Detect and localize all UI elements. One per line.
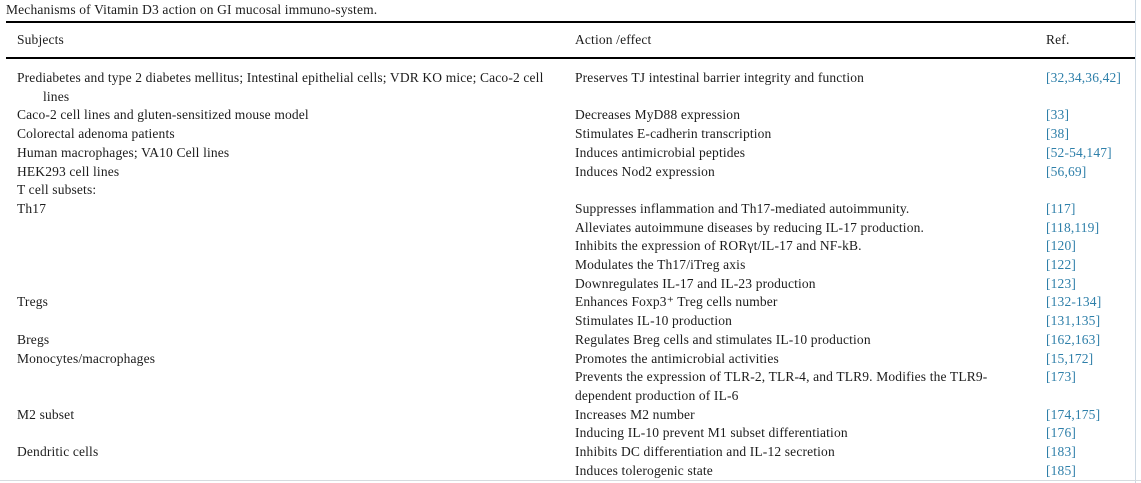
ref-citation-link[interactable]: [52-54,147] — [1046, 144, 1112, 160]
column-header-ref: Ref. — [1035, 22, 1136, 58]
table-row — [6, 219, 1136, 238]
ref-citation-link[interactable]: [15,172] — [1046, 350, 1094, 366]
subject-cell: Human macrophages; VA10 Cell lines — [17, 144, 230, 160]
ref-citation-link[interactable]: [118,119] — [1046, 219, 1100, 235]
table-row — [6, 368, 1136, 405]
ref-citation-link[interactable]: [38] — [1046, 126, 1070, 142]
ref-citation-link[interactable]: [117] — [1046, 200, 1076, 216]
subject-cell: Colorectal adenoma patients — [17, 126, 175, 142]
table-caption: Mechanisms of Vitamin D3 action on GI mucosal immuno-system. — [6, 2, 378, 17]
table-row — [6, 106, 1136, 125]
table-row — [6, 163, 1136, 182]
action-effect-cell: Inducing IL-10 prevent M1 subset differentiation — [575, 425, 848, 441]
action-effect-cell: Suppresses inflammation and Th17-mediated autoimmunity. — [575, 200, 910, 216]
action-effect-cell: Promotes the antimicrobial activities — [575, 350, 779, 366]
subject-cell — [6, 424, 564, 443]
table-row — [6, 256, 1136, 275]
table-row — [6, 462, 1136, 481]
action-effect-cell: Inhibits DC differentiation and IL-12 secretion — [575, 444, 835, 460]
ref-cell — [1035, 368, 1136, 405]
action-effect-cell: Prevents the expression of TLR-2, TLR-4, and TLR9. Modifies the TLR9-dependent production of IL-6 — [575, 369, 988, 403]
subject-cell: T cell subsets: — [17, 182, 97, 198]
ref-cell — [1035, 125, 1136, 144]
ref-cell — [1035, 275, 1136, 294]
table-body — [6, 58, 1136, 480]
action-effect-cell: Induces Nod2 expression — [575, 163, 715, 179]
table-row — [6, 331, 1136, 350]
action-effect-cell: Inhibits the expression of RORγt/IL-17 and NF-kB. — [575, 238, 862, 254]
ref-cell — [1035, 144, 1136, 163]
column-header-action-effect: Action /effect — [564, 22, 1035, 58]
ref-cell — [1035, 219, 1136, 238]
ref-cell — [1035, 293, 1136, 312]
action-effect-cell: Enhances Foxp3⁺ Treg cells number — [575, 294, 778, 310]
table-row — [6, 200, 1136, 219]
subject-cell — [6, 256, 564, 275]
mechanisms-table — [6, 21, 1136, 480]
subject-cell: Dendritic cells — [17, 444, 99, 460]
ref-cell — [1035, 163, 1136, 182]
ref-cell — [1035, 256, 1136, 275]
subject-cell — [6, 275, 564, 294]
action-effect-cell: Modulates the Th17/iTreg axis — [575, 257, 746, 273]
subject-cell: Prediabetes and type 2 diabetes mellitus; Intestinal epithelial cells; VDR KO mice; Caco-2 cell lines — [17, 70, 544, 104]
table-row — [6, 443, 1136, 462]
table-row — [6, 312, 1136, 331]
subject-cell — [6, 219, 564, 238]
column-header-subjects: Subjects — [6, 22, 564, 58]
subject-cell: Th17 — [17, 200, 47, 216]
subject-cell — [6, 462, 564, 481]
ref-citation-link[interactable]: [173] — [1046, 369, 1076, 385]
table-row — [6, 181, 1136, 200]
ref-citation-link[interactable]: [123] — [1046, 275, 1076, 291]
ref-citation-link[interactable]: [185] — [1046, 462, 1076, 478]
ref-cell — [1035, 200, 1136, 219]
ref-citation-link[interactable]: [33] — [1046, 107, 1070, 123]
header-row — [6, 22, 1136, 58]
ref-citation-link[interactable]: [32,34,36,42] — [1046, 70, 1122, 85]
action-effect-cell: Preserves TJ intestinal barrier integrity and function — [575, 70, 865, 85]
action-effect-cell: Downregulates IL-17 and IL-23 production — [575, 275, 816, 291]
ref-cell — [1035, 424, 1136, 443]
subject-cell: HEK293 cell lines — [17, 163, 120, 179]
page-edge-horizontal-divider — [0, 480, 1141, 481]
action-effect-cell: Induces antimicrobial peptides — [575, 144, 746, 160]
table-row — [6, 424, 1136, 443]
subject-cell — [6, 237, 564, 256]
table-row — [6, 406, 1136, 425]
table-row — [6, 58, 1136, 106]
ref-cell — [1035, 312, 1136, 331]
ref-citation-link[interactable]: [132-134] — [1046, 294, 1102, 310]
page-edge-vertical-divider — [1135, 0, 1136, 483]
subject-cell: Tregs — [17, 294, 49, 310]
action-effect-cell — [564, 181, 1035, 200]
ref-citation-link[interactable]: [131,135] — [1046, 313, 1101, 329]
subject-cell: Monocytes/macrophages — [17, 350, 156, 366]
subject-cell — [6, 368, 564, 405]
ref-citation-link[interactable]: [56,69] — [1046, 163, 1087, 179]
subject-cell: Caco-2 cell lines and gluten-sensitized mouse model — [17, 107, 309, 123]
ref-cell — [1035, 443, 1136, 462]
ref-cell — [1035, 331, 1136, 350]
table-row — [6, 275, 1136, 294]
subject-cell: M2 subset — [17, 406, 75, 422]
action-effect-cell: Induces tolerogenic state — [575, 462, 713, 478]
action-effect-cell: Stimulates IL-10 production — [575, 313, 733, 329]
ref-citation-link[interactable]: [174,175] — [1046, 406, 1101, 422]
action-effect-cell: Alleviates autoimmune diseases by reducing IL-17 production. — [575, 219, 925, 235]
ref-citation-link[interactable]: [162,163] — [1046, 331, 1101, 347]
action-effect-cell: Regulates Breg cells and stimulates IL-10 production — [575, 331, 871, 347]
ref-citation-link[interactable]: [183] — [1046, 444, 1076, 460]
ref-citation-link[interactable]: [122] — [1046, 257, 1076, 273]
ref-cell — [1035, 406, 1136, 425]
table-row — [6, 144, 1136, 163]
ref-cell — [1035, 462, 1136, 481]
ref-cell — [1035, 237, 1136, 256]
ref-cell — [1035, 350, 1136, 369]
subject-cell: Bregs — [17, 331, 50, 347]
ref-cell — [1035, 58, 1136, 106]
action-effect-cell: Increases M2 number — [575, 406, 695, 422]
ref-citation-link[interactable]: [176] — [1046, 425, 1076, 441]
table-row — [6, 293, 1136, 312]
table-row — [6, 350, 1136, 369]
action-effect-cell: Stimulates E-cadherin transcription — [575, 126, 772, 142]
ref-citation-link[interactable]: [120] — [1046, 238, 1076, 254]
ref-cell — [1035, 181, 1136, 200]
table-row — [6, 125, 1136, 144]
subject-cell — [6, 312, 564, 331]
table-row — [6, 237, 1136, 256]
data-table — [6, 21, 1136, 480]
ref-cell — [1035, 106, 1136, 125]
action-effect-cell: Decreases MyD88 expression — [575, 107, 741, 123]
